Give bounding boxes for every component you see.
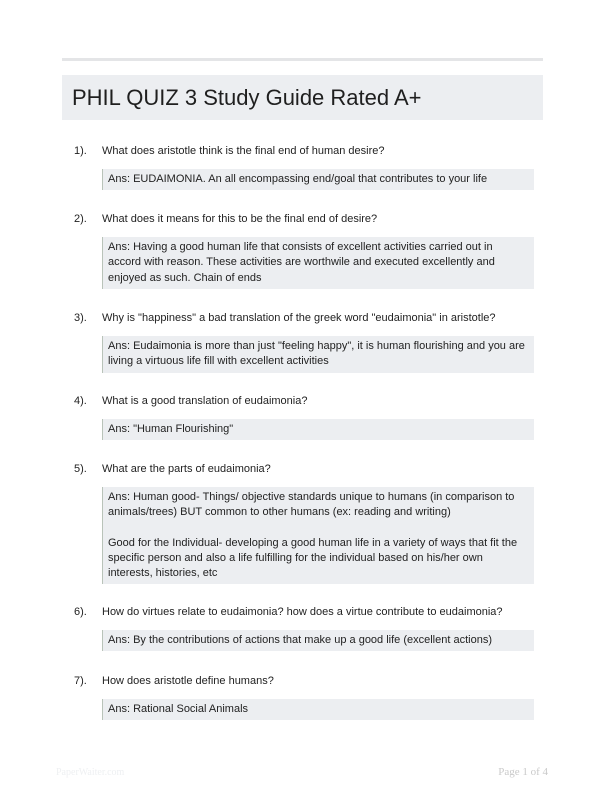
question-number: 5).: [74, 463, 87, 475]
question-text: What does aristotle think is the final end of human desire?: [102, 145, 385, 157]
page-title: PHIL QUIZ 3 Study Guide Rated A+: [72, 85, 422, 110]
answer-text: Ans: Eudaimonia is more than just "feeling happy", it is human flourishing and you are living a virtuous life fill with excellent activities: [108, 340, 525, 368]
question-text: What are the parts of eudaimonia?: [102, 463, 271, 475]
answer-text: Good for the Individual- developing a good human life in a variety of ways that fit the specific person and also a life fulfilling for the individual based on his/her own interests, histories, etc: [108, 536, 518, 580]
answer-box: [102, 237, 534, 289]
answer-box: [102, 336, 534, 373]
answer-text: Ans: Having a good human life that consists of excellent activities carried out in accord with reason. These activities are worthwile and executed excellently and enjoyed as such. Chain of ends: [108, 241, 495, 284]
answer-box: [102, 630, 534, 651]
top-rule: [62, 58, 543, 61]
answer-text: Ans: Rational Social Animals: [108, 703, 249, 715]
question-number: 1).: [74, 145, 87, 157]
question-text: What is a good translation of eudaimonia?: [102, 395, 308, 407]
title-banner: [62, 75, 543, 120]
answer-text: Ans: EUDAIMONIA. An all encompassing end/goal that contributes to your life: [108, 173, 488, 185]
answer-text: Ans: Human good- Things/ objective standards unique to humans (in comparison to animals/trees) BUT common to other humans (ex: reading and writing): [108, 491, 515, 519]
answer-box: [102, 419, 534, 440]
question-number: 3).: [74, 312, 87, 324]
question-text: What does it means for this to be the final end of desire?: [102, 213, 378, 225]
page-number: Page 1 of 4: [498, 766, 548, 778]
question-text: How do virtues relate to eudaimonia? how does a virtue contribute to eudaimonia?: [102, 606, 503, 618]
answer-box: [102, 487, 534, 584]
question-number: 4).: [74, 395, 87, 407]
question-text: How does aristotle define humans?: [102, 675, 274, 687]
question-text: Why is "happiness" a bad translation of the greek word "eudaimonia" in aristotle?: [102, 312, 496, 324]
question-number: 2).: [74, 213, 87, 225]
footer-watermark: PaperWaiter.com: [56, 767, 125, 778]
question-number: 7).: [74, 675, 87, 687]
answer-box: [102, 169, 534, 190]
answer-box: [102, 699, 534, 720]
question-number: 6).: [74, 606, 87, 618]
answer-text: Ans: "Human Flourishing": [108, 423, 234, 435]
answer-text: Ans: By the contributions of actions that make up a good life (excellent actions): [108, 634, 492, 646]
